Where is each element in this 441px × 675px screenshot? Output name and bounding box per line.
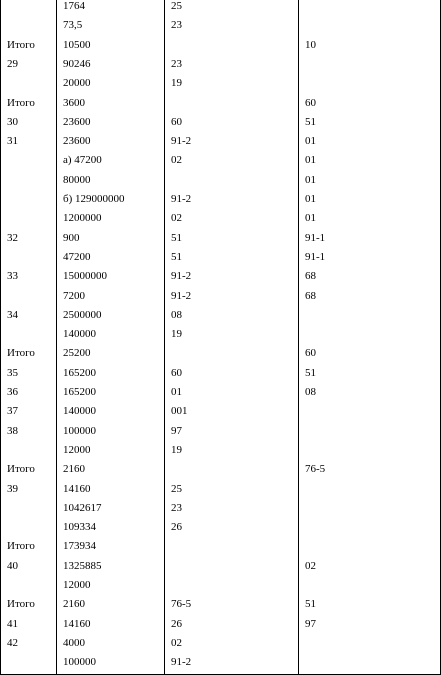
credit-account-cell: 01 <box>305 212 316 225</box>
table-row <box>1 634 441 653</box>
debit-account-cell: 23 <box>171 19 182 32</box>
amount-cell: 23600 <box>63 115 91 128</box>
credit-account-cell: 01 <box>305 193 316 205</box>
table-row <box>1 306 441 325</box>
amount-cell: 2500000 <box>63 308 102 321</box>
amount-cell: 140000 <box>63 405 96 418</box>
debit-account-cell: 51 <box>171 231 182 244</box>
row-label-cell: 40 <box>7 559 18 572</box>
table-row <box>1 460 441 479</box>
debit-account-cell: 19 <box>171 443 182 456</box>
row-label-cell: 33 <box>7 270 18 283</box>
table-row <box>1 36 441 55</box>
debit-account-cell: 91-2 <box>171 270 192 283</box>
table-row <box>1 576 441 595</box>
table-row <box>1 364 441 383</box>
amount-cell: 80000 <box>63 173 91 186</box>
row-label-cell: 32 <box>7 231 18 244</box>
table-row <box>1 344 441 363</box>
credit-account-cell: 68 <box>305 289 316 302</box>
table-row <box>1 518 441 537</box>
amount-cell: 109334 <box>63 521 96 534</box>
debit-account-cell: 91-2 <box>171 289 192 302</box>
credit-account-cell: 97 <box>305 617 316 630</box>
credit-account-cell: 60 <box>305 347 316 360</box>
table-row <box>1 441 441 460</box>
debit-account-cell: 60 <box>171 366 182 379</box>
row-label-cell: 41 <box>7 617 18 630</box>
debit-account-cell: 19 <box>171 77 182 90</box>
table-row <box>1 190 441 209</box>
table-row <box>1 383 441 402</box>
row-label-cell: 42 <box>7 636 18 649</box>
amount-cell: 900 <box>63 231 80 244</box>
debit-account-cell: 25 <box>171 0 182 12</box>
amount-cell: 90246 <box>63 57 91 70</box>
table-row <box>1 653 441 672</box>
debit-account-cell: 02 <box>171 212 182 225</box>
row-label-cell: 37 <box>7 405 18 418</box>
table-row <box>1 248 441 267</box>
debit-account-cell: 76-5 <box>171 598 192 611</box>
row-label-cell: Итого <box>7 540 35 553</box>
amount-cell: 7200 <box>63 289 85 302</box>
table-row <box>1 16 441 35</box>
debit-account-cell: 26 <box>171 521 182 534</box>
table-row <box>1 325 441 344</box>
amount-cell: 23600 <box>63 135 91 148</box>
amount-cell: 25200 <box>63 347 91 360</box>
credit-account-cell: 01 <box>305 173 316 186</box>
debit-account-cell: 25 <box>171 482 182 495</box>
table-row <box>1 171 441 190</box>
credit-account-cell: 91-1 <box>305 231 326 244</box>
credit-account-cell: 60 <box>305 96 316 109</box>
row-label-cell: Итого <box>7 598 35 611</box>
row-label-cell: Итого <box>7 96 35 109</box>
debit-account-cell: 02 <box>171 636 182 649</box>
table-row <box>1 402 441 421</box>
row-label-cell: Итого <box>7 463 35 476</box>
amount-cell: 15000000 <box>63 270 107 283</box>
table-row <box>1 595 441 614</box>
row-label-cell: Итого <box>7 347 35 360</box>
row-label-cell: 30 <box>7 115 18 128</box>
debit-account-cell: 19 <box>171 328 182 341</box>
debit-account-cell: 23 <box>171 501 182 514</box>
table-row <box>1 229 441 248</box>
credit-account-cell: 01 <box>305 135 316 148</box>
debit-account-cell: 91-2 <box>171 193 192 205</box>
row-label-cell: 29 <box>7 57 18 70</box>
debit-account-cell: 60 <box>171 115 182 128</box>
table-row <box>1 557 441 576</box>
credit-account-cell: 68 <box>305 270 316 283</box>
credit-account-cell: 02 <box>305 559 316 572</box>
table-row <box>1 499 441 518</box>
amount-cell: 3600 <box>63 96 85 109</box>
debit-account-cell: 02 <box>171 154 182 167</box>
table-row <box>1 480 441 499</box>
amount-cell: 165200 <box>63 386 96 398</box>
amount-cell: 1764 <box>63 0 85 12</box>
amount-cell: 47200 <box>63 250 91 263</box>
amount-cell: 100000 <box>63 656 96 669</box>
debit-account-cell: 26 <box>171 617 182 630</box>
credit-account-cell: 76-5 <box>305 463 326 476</box>
credit-account-cell: 51 <box>305 598 316 611</box>
table-row <box>1 615 441 634</box>
amount-cell: 10500 <box>63 38 91 51</box>
debit-account-cell: 51 <box>171 250 182 263</box>
amount-cell: 165200 <box>63 366 96 379</box>
debit-account-cell: 08 <box>171 308 182 321</box>
amount-cell: 140000 <box>63 328 96 341</box>
table-row <box>1 151 441 170</box>
row-label-cell: Итого <box>7 38 35 51</box>
table-row <box>1 0 441 16</box>
credit-account-cell: 01 <box>305 154 316 167</box>
debit-account-cell: 97 <box>171 424 182 437</box>
credit-account-cell: 91-1 <box>305 250 326 263</box>
debit-account-cell: 91-2 <box>171 656 192 669</box>
row-label-cell: 39 <box>7 482 18 495</box>
amount-cell: 173934 <box>63 540 96 553</box>
credit-account-cell: 08 <box>305 386 316 398</box>
table-row <box>1 287 441 306</box>
amount-cell: 12000 <box>63 579 91 591</box>
debit-account-cell: 01 <box>171 386 182 398</box>
amount-cell: а) 47200 <box>63 154 102 167</box>
table-row <box>1 422 441 441</box>
amount-cell: 73,5 <box>63 19 83 32</box>
amount-cell: 1042617 <box>63 501 102 514</box>
credit-account-cell: 51 <box>305 115 316 128</box>
amount-cell: 100000 <box>63 424 96 437</box>
table-row <box>1 94 441 113</box>
amount-cell: 14160 <box>63 482 91 495</box>
row-label-cell: 34 <box>7 308 18 321</box>
credit-account-cell: 10 <box>305 38 316 51</box>
amount-cell: 20000 <box>63 77 91 90</box>
amount-cell: б) 129000000 <box>63 193 125 205</box>
table-row <box>1 74 441 93</box>
row-label-cell: 38 <box>7 424 18 437</box>
amount-cell: 4000 <box>63 636 85 649</box>
debit-account-cell: 23 <box>171 57 182 70</box>
amount-cell: 12000 <box>63 443 91 456</box>
table-row <box>1 55 441 74</box>
amount-cell: 2160 <box>63 463 85 476</box>
row-label-cell: 36 <box>7 386 18 398</box>
debit-account-cell: 001 <box>171 405 188 418</box>
amount-cell: 14160 <box>63 617 91 630</box>
debit-account-cell: 91-2 <box>171 135 192 148</box>
table-row <box>1 132 441 151</box>
amount-cell: 2160 <box>63 598 85 611</box>
row-label-cell: 35 <box>7 366 18 379</box>
table-row <box>1 209 441 228</box>
table-row <box>1 267 441 286</box>
table-row <box>1 113 441 132</box>
amount-cell: 1200000 <box>63 212 102 225</box>
row-label-cell: 31 <box>7 135 18 148</box>
amount-cell: 1325885 <box>63 559 102 572</box>
credit-account-cell: 51 <box>305 366 316 379</box>
table-row <box>1 537 441 556</box>
